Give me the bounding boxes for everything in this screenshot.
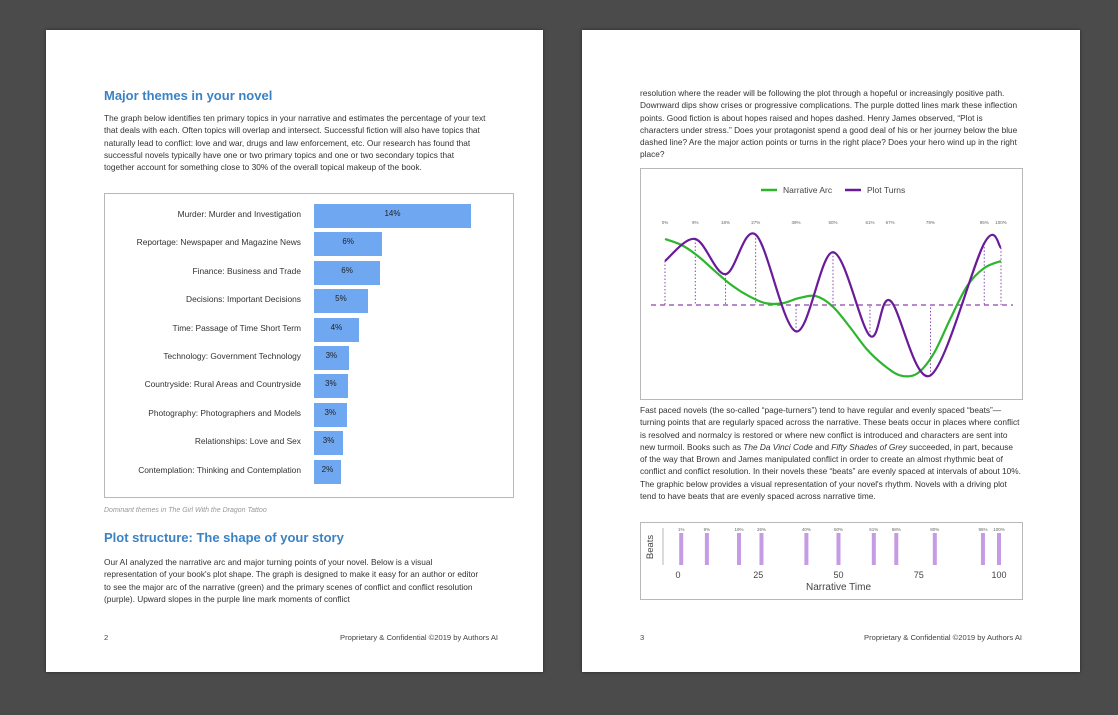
beats-x-tick-label: 0	[675, 570, 681, 580]
theme-label: Countryside: Rural Areas and Countryside	[144, 379, 301, 390]
caption-prefix: Dominant themes in	[104, 507, 169, 514]
beat-percent-label: 40%	[801, 527, 811, 532]
themes-intro: The graph below identifies ten primary topics in your narrative and estimates the percentage of your text that deals with each. Often topics will overlap and intersect. Successful fiction will also have topics that naturally lead to conflict: love and war, drugs and law enforcement, etc. Our research has found that successful novels typically have one or two primary topics and one or two secondary topics that together account for something close to 30% of the overall topical makeup of the book.	[104, 113, 486, 173]
turn-percent-label: 79%	[925, 220, 935, 225]
beats-chart	[640, 522, 1023, 600]
theme-value-label: 4%	[330, 322, 343, 332]
beat-bar	[872, 533, 876, 565]
theme-label: Finance: Business and Trade	[192, 265, 301, 276]
left-page	[46, 30, 543, 672]
turn-percent-label: 39%	[791, 220, 801, 225]
beat-percent-label: 1%	[677, 527, 685, 532]
theme-row	[105, 431, 513, 455]
beats-x-tick-label: 50	[833, 570, 844, 580]
theme-value-label: 3%	[324, 407, 337, 417]
beats-book-title-2: Fifty Shades of Grey	[831, 441, 907, 452]
beat-percent-label: 95%	[978, 527, 988, 532]
turn-percent-label: 27%	[751, 220, 761, 225]
turn-percent-label: 18%	[720, 220, 730, 225]
turn-percent-label: 0%	[661, 220, 669, 225]
page-footer: Proprietary & Confidential ©2019 by Authors AI	[340, 633, 498, 642]
theme-label: Reportage: Newspaper and Magazine News	[136, 237, 301, 248]
turn-percent-label: 67%	[885, 220, 895, 225]
beat-bar	[997, 533, 1001, 565]
page-number: 3	[640, 633, 645, 642]
theme-row	[105, 403, 513, 427]
beat-bar	[894, 533, 898, 565]
beat-percent-label: 68%	[891, 527, 901, 532]
theme-label: Relationships: Love and Sex	[194, 436, 301, 447]
theme-row	[105, 374, 513, 398]
turn-percent-label: 61%	[865, 220, 875, 225]
beat-percent-label: 26%	[756, 527, 766, 532]
beats-y-axis-label: Beats	[645, 534, 656, 560]
legend-plot-turns-label: Plot Turns	[867, 185, 906, 195]
beat-bar	[737, 533, 741, 565]
turn-percent-label: 100%	[995, 220, 1007, 225]
beats-text-part2: and	[812, 441, 832, 452]
theme-label: Contemplation: Thinking and Contemplation	[138, 464, 301, 475]
beat-bar	[759, 533, 763, 565]
plot-heading: Plot structure: The shape of your story	[104, 530, 344, 545]
theme-value-label: 2%	[321, 464, 334, 474]
themes-heading: Major themes in your novel	[104, 88, 273, 103]
theme-label: Photography: Photographers and Models	[148, 407, 301, 418]
turn-percent-label: 9%	[691, 220, 699, 225]
beat-bar	[804, 533, 808, 565]
plot-arc-chart	[640, 168, 1023, 400]
theme-value-label: 3%	[322, 436, 335, 446]
beats-text	[640, 404, 1022, 502]
turn-percent-label: 50%	[828, 220, 838, 225]
theme-value-label: 6%	[342, 237, 354, 247]
theme-label: Decisions: Important Decisions	[186, 294, 301, 305]
beat-bar	[705, 533, 709, 565]
plot-arc-svg	[641, 169, 1022, 399]
theme-row	[105, 318, 513, 342]
page-number: 2	[104, 633, 109, 642]
theme-value-label: 14%	[384, 209, 401, 218]
theme-value-label: 6%	[341, 265, 353, 275]
turn-percent-label: 95%	[979, 220, 989, 225]
theme-value-label: 3%	[325, 351, 338, 360]
plot-intro: Our AI analyzed the narrative arc and major turning points of your novel. Below is a visual representation of your book's plot shape. The graph is designed to make it easy for an author or editor to see the major arc of the narrative (green) and the primary scenes of conflict and conflict resolution (purple). Upward slopes in the purple line mark moments of conflict	[104, 557, 479, 604]
beats-x-tick-label: 75	[913, 570, 924, 580]
beat-bar	[679, 533, 683, 565]
beats-x-axis-label: Narrative Time	[805, 582, 872, 593]
beats-text-part3: succeeded, in part, because of the way that Brown and James manipulated conflict in order to create an almost rhythmic beat of conflict and conflict resolution. In their novels these “beats” are evenly spaced at intervals of about 10%. The graphic below provides a visual representation of your novel's rhythm. Novels with a driving plot tend to have beats that are evenly spaced across narrative time.	[640, 441, 1021, 502]
page-footer: Proprietary & Confidential ©2019 by Authors AI	[864, 633, 1022, 642]
beat-bar	[933, 533, 937, 565]
legend-narrative-arc-label: Narrative Arc	[783, 185, 833, 195]
beat-bar	[837, 533, 841, 565]
beat-percent-label: 100%	[993, 527, 1005, 532]
beats-book-title-1: The Da Vinci Code	[743, 441, 813, 452]
themes-caption	[104, 507, 267, 514]
beats-x-tick-label: 100	[991, 570, 1007, 580]
beat-percent-label: 50%	[833, 527, 844, 532]
theme-row	[105, 232, 513, 256]
theme-label: Technology: Government Technology	[163, 351, 301, 361]
caption-book-title: The Girl With the Dragon Tattoo	[168, 507, 267, 514]
beats-x-tick-label: 25	[753, 570, 764, 580]
theme-label: Time: Passage of Time Short Term	[172, 322, 301, 333]
theme-row	[105, 346, 513, 370]
theme-row	[105, 460, 513, 484]
beats-svg	[641, 523, 1022, 599]
theme-value-label: 3%	[325, 379, 337, 389]
beat-percent-label: 19%	[734, 527, 744, 532]
plot-continued-text: resolution where the reader will be following the plot through a hopeful or increasingly positive path. Downward dips show crises or progressive complications. The purple dotted lines mark these inflection points. Good fiction is about hopes raised and hopes dashed. Henry James observed, “Plot is characters under stress.” Does your protagonist spend a good deal of his or her journey below the blue dashed line? Are the major action points or turns in the right place? Does your hero wind up in the right place?	[640, 88, 1018, 160]
beat-percent-label: 61%	[869, 527, 879, 532]
theme-row	[105, 204, 513, 228]
beat-bar	[981, 533, 985, 565]
beat-percent-label: 80%	[930, 527, 940, 532]
beats-text-part1: Fast paced novels (the so-called “page-turners”) tend to have regular and evenly spaced “beats”—turning points that are regularly spaced across the narrative. These beats occur in places where conflict is resolved and normalcy is restored or where new conflict is introduced and characters are sent into new turmoil. Books such as	[640, 405, 1020, 452]
themes-bar-chart	[104, 193, 514, 498]
theme-row	[105, 261, 513, 285]
theme-value-label: 5%	[335, 294, 347, 304]
theme-row	[105, 289, 513, 313]
theme-label: Murder: Murder and Investigation	[177, 209, 301, 219]
beat-percent-label: 9%	[703, 527, 711, 532]
right-page	[582, 30, 1080, 672]
